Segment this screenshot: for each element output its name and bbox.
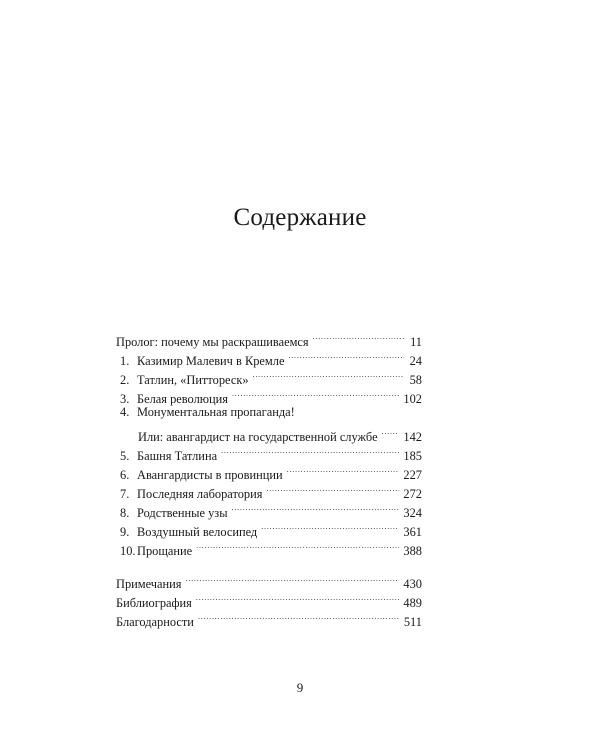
- toc-entry-page: 142: [403, 430, 422, 444]
- chapter-number: 1.: [120, 354, 130, 368]
- toc-entry-subtitle: Или: авангардист на государственной службе: [138, 430, 378, 444]
- toc-entry-page: 511: [403, 615, 422, 629]
- chapter-number: 9.: [120, 525, 130, 539]
- chapter-number: 3.: [120, 392, 130, 406]
- toc-entry-title: Последняя лаборатория: [137, 487, 263, 501]
- toc-entry-page: 185: [403, 449, 422, 463]
- toc-entry-title: Белая революция: [137, 392, 228, 406]
- chapter-number: 10.: [120, 544, 136, 558]
- dot-leader: [221, 441, 399, 460]
- toc-entry-title: Родственные узы: [137, 506, 228, 520]
- toc-entry-chapter-4: [116, 403, 422, 422]
- toc-entry-title: Примечания: [116, 577, 182, 591]
- chapter-number: 4.: [120, 405, 130, 419]
- dot-leader: [232, 384, 399, 403]
- chapter-number: 7.: [120, 487, 130, 501]
- toc-entry-page: 102: [403, 392, 422, 406]
- page-title: Содержание: [233, 204, 367, 231]
- dot-leader: [196, 536, 399, 555]
- chapter-number: 8.: [120, 506, 130, 520]
- toc-entry-title: Авангардисты в провинции: [137, 468, 283, 482]
- dot-leader: [186, 569, 400, 588]
- table-of-contents: [116, 327, 422, 629]
- dot-leader: [313, 327, 404, 346]
- toc-entry-page: 489: [403, 596, 422, 610]
- dot-leader: [266, 479, 399, 498]
- page-number: 9: [296, 680, 304, 695]
- toc-entry-notes: [116, 569, 422, 591]
- toc-entry-page: 58: [409, 373, 422, 387]
- toc-entry-title: Казимир Малевич в Кремле: [137, 354, 285, 368]
- toc-entry-page: 272: [403, 487, 422, 501]
- toc-entry-page: 430: [403, 577, 422, 591]
- toc-entry-page: 361: [403, 525, 422, 539]
- dot-leader: [196, 588, 400, 607]
- dot-leader: [261, 517, 399, 536]
- toc-entry-page: 11: [410, 335, 422, 349]
- dot-leader: [253, 365, 404, 384]
- chapter-number: 6.: [120, 468, 130, 482]
- toc-entry-page: 24: [409, 354, 422, 368]
- toc-entry-prologue: [116, 327, 422, 349]
- toc-entry-title: Башня Татлина: [137, 449, 218, 463]
- toc-entry-title: Татлин, «Питтореск»: [137, 373, 249, 387]
- chapter-number: 5.: [120, 449, 130, 463]
- dot-leader: [198, 607, 400, 626]
- toc-entry-page: 324: [403, 506, 422, 520]
- toc-entry-title: Прощание: [137, 544, 193, 558]
- chapter-number: 2.: [120, 373, 130, 387]
- dot-leader: [287, 460, 400, 479]
- toc-entry-title: Библиография: [116, 596, 192, 610]
- dot-leader: [288, 346, 404, 365]
- dot-leader: [232, 498, 400, 517]
- toc-entry-page: 388: [403, 544, 422, 558]
- dot-leader: [382, 422, 400, 441]
- toc-entry-page: 227: [403, 468, 422, 482]
- toc-entry-title: Монументальная пропаганда!: [137, 405, 295, 419]
- toc-entry-title: Благодарности: [116, 615, 194, 629]
- toc-entry-title: Воздушный велосипед: [137, 525, 258, 539]
- toc-entry-title: Пролог: почему мы раскрашиваемся: [116, 335, 309, 349]
- toc-entry-chapter-4-continuation: [116, 422, 422, 444]
